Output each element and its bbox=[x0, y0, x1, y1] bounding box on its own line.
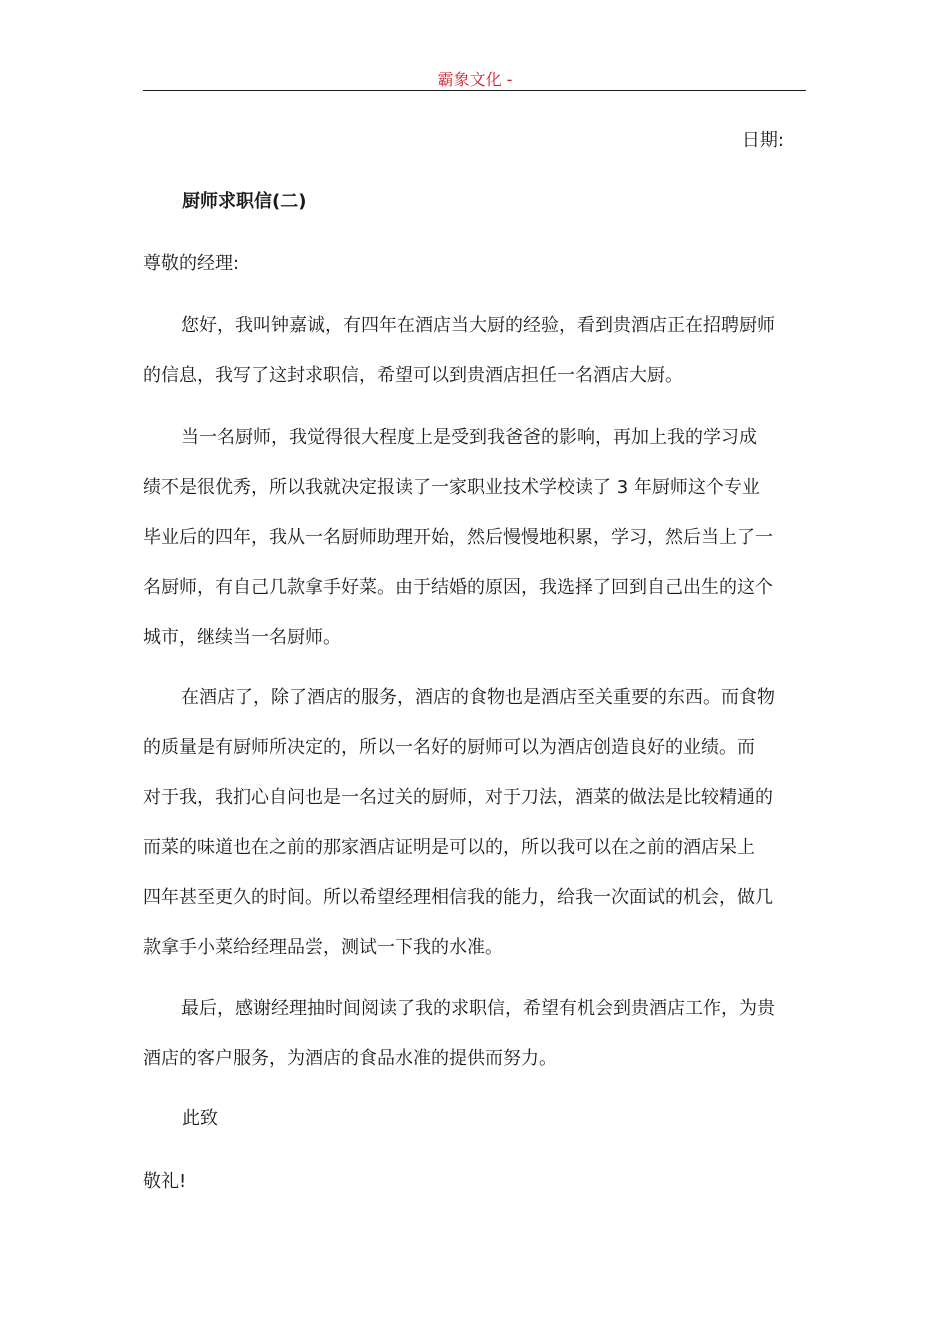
paragraph-4 bbox=[143, 984, 799, 1084]
letter-title: 厨师求职信(二) bbox=[182, 191, 307, 212]
paragraph-line: 的质量是有厨师所决定的，所以一名好的厨师可以为酒店创造良好的业绩。而 bbox=[143, 737, 755, 758]
paragraph-line: 绩不是很优秀，所以我就决定报读了一家职业技术学校读了 3 年厨师这个专业 bbox=[143, 477, 760, 498]
paragraph-line: 最后，感谢经理抽时间阅读了我的求职信，希望有机会到贵酒店工作，为贵 bbox=[181, 998, 775, 1019]
closing-line-2: 敬礼! bbox=[143, 1171, 187, 1192]
paragraph-line: 对于我，我扪心自问也是一名过关的厨师，对于刀法，酒菜的做法是比较精通的 bbox=[143, 787, 773, 808]
header-title: 霸象文化 - bbox=[437, 70, 513, 89]
paragraph-line: 毕业后的四年，我从一名厨师助理开始，然后慢慢地积累，学习，然后当上了一 bbox=[143, 527, 773, 548]
salutation: 尊敬的经理: bbox=[143, 253, 240, 274]
paragraph-line: 当一名厨师，我觉得很大程度上是受到我爸爸的影响，再加上我的学习成 bbox=[181, 427, 757, 448]
paragraph-line: 款拿手小菜给经理品尝，测试一下我的水准。 bbox=[143, 937, 503, 958]
paragraph-line: 酒店的客户服务，为酒店的食品水准的提供而努力。 bbox=[143, 1048, 557, 1069]
paragraph-line: 四年甚至更久的时间。所以希望经理相信我的能力，给我一次面试的机会，做几 bbox=[143, 887, 773, 908]
paragraph-1 bbox=[143, 301, 799, 401]
paragraph-line: 而菜的味道也在之前的那家酒店证明是可以的，所以我可以在之前的酒店呆上 bbox=[143, 837, 755, 858]
paragraph-2 bbox=[143, 413, 799, 663]
paragraph-line: 城市，继续当一名厨师。 bbox=[143, 627, 341, 648]
paragraph-line: 名厨师，有自己几款拿手好菜。由于结婚的原因，我选择了回到自己出生的这个 bbox=[143, 577, 773, 598]
paragraph-line: 在酒店了，除了酒店的服务，酒店的食物也是酒店至关重要的东西。而食物 bbox=[181, 687, 775, 708]
paragraph-line: 的信息，我写了这封求职信，希望可以到贵酒店担任一名酒店大厨。 bbox=[143, 365, 683, 386]
date-label: 日期: bbox=[741, 130, 784, 151]
closing-line-1: 此致 bbox=[182, 1108, 218, 1129]
header-divider bbox=[143, 90, 806, 91]
paragraph-3 bbox=[143, 673, 799, 973]
paragraph-line: 您好，我叫钟嘉诚，有四年在酒店当大厨的经验，看到贵酒店正在招聘厨师 bbox=[181, 315, 775, 336]
